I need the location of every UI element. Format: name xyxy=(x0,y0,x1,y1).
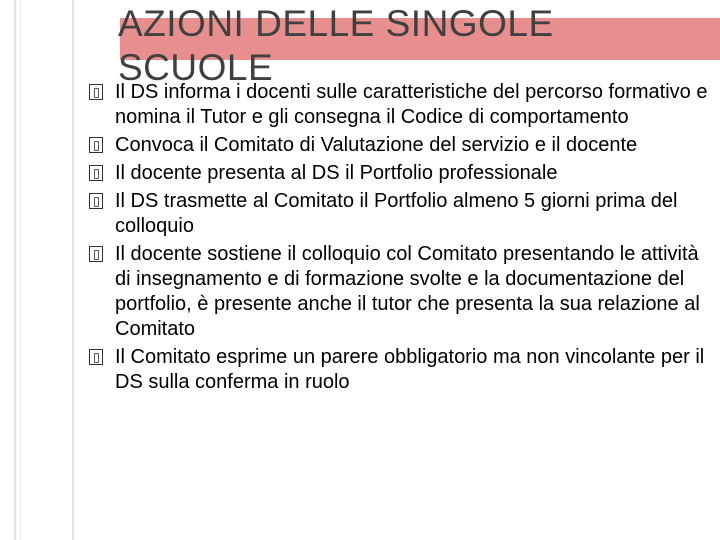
bullet-item xyxy=(89,133,709,158)
bullet-text: Il DS trasmette al Comitato il Portfolio almeno 5 giorni prima del colloquio xyxy=(115,190,678,237)
bullet-glyph-icon xyxy=(89,84,103,100)
bullet-text: Il docente presenta al DS il Portfolio professionale xyxy=(115,162,558,184)
bullet-glyph-icon xyxy=(89,137,103,153)
slide-title: AZIONI DELLE SINGOLE SCUOLE xyxy=(118,3,554,88)
bullet-item xyxy=(89,242,709,342)
bullet-glyph-icon xyxy=(89,349,103,365)
bullet-item xyxy=(89,161,709,186)
left-decorative-border-inner xyxy=(20,0,68,540)
bullet-item xyxy=(89,80,709,130)
bullet-text: Il docente sostiene il colloquio col Comitato presentando le attività di insegnamento e di formazione svolte e la documentazione del portfolio, è presente anche il tutor che presenta la sua relazione al Comitato xyxy=(115,243,700,340)
bullet-item xyxy=(89,345,709,395)
bullet-glyph-icon xyxy=(89,193,103,209)
bullet-item xyxy=(89,189,709,239)
bullet-text: Il Comitato esprime un parere obbligatorio ma non vincolante per il DS sulla conferma in ruolo xyxy=(115,346,705,393)
bullet-text: Convoca il Comitato di Valutazione del servizio e il docente xyxy=(115,134,638,156)
bullet-list xyxy=(89,80,709,398)
bullet-glyph-icon xyxy=(89,246,103,262)
bullet-glyph-icon xyxy=(89,165,103,181)
bullet-text: Il DS informa i docenti sulle caratteristiche del percorso formativo e nomina il Tutor e gli consegna il Codice di comportamento xyxy=(115,81,708,128)
